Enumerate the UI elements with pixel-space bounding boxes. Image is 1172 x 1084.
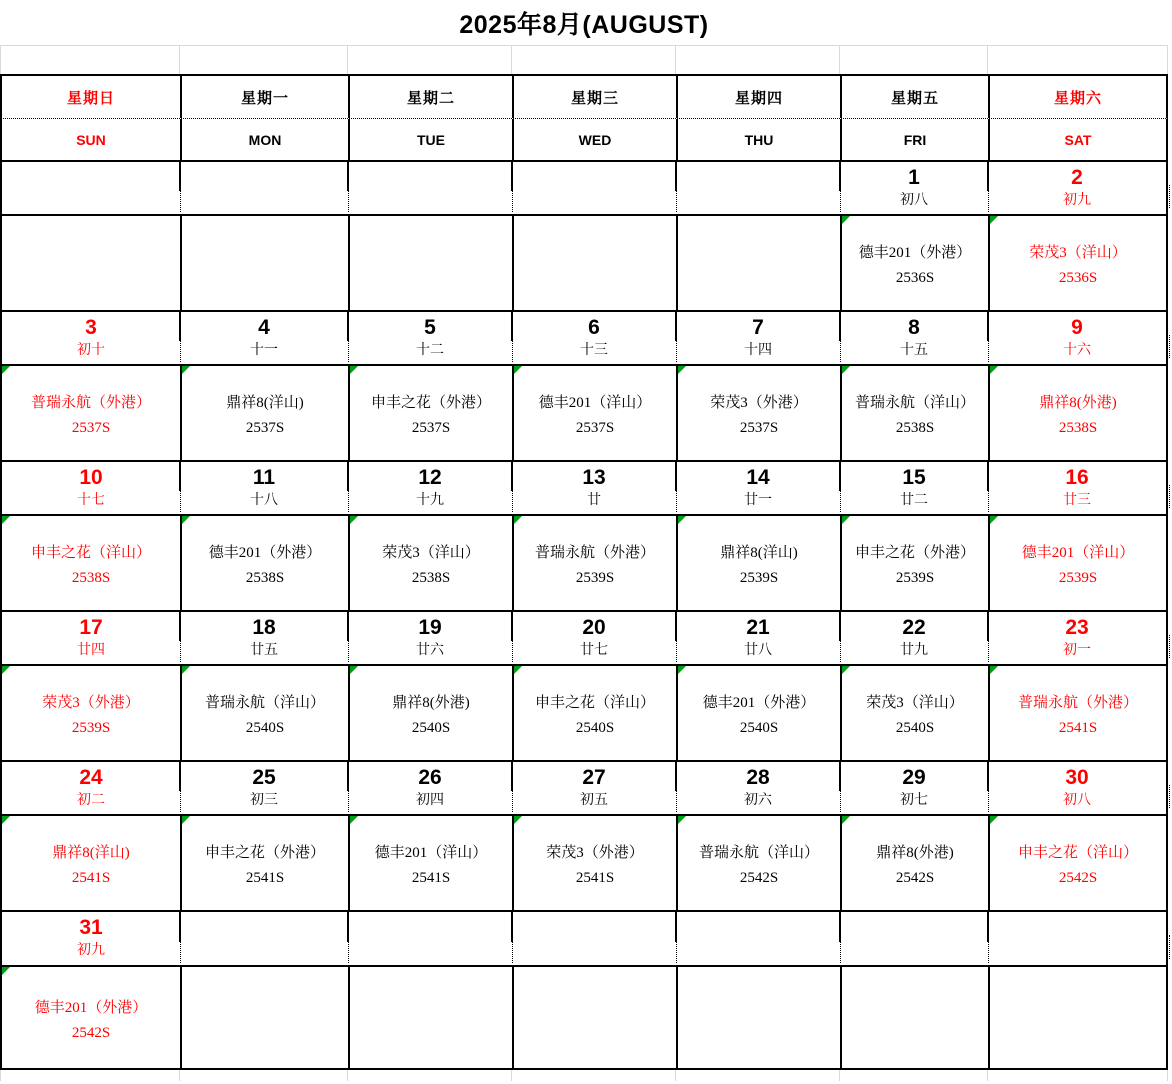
date-number: 6 xyxy=(588,316,600,339)
date-number: 3 xyxy=(85,316,97,339)
date-cell[interactable] xyxy=(348,762,512,814)
event-cell[interactable] xyxy=(180,816,348,910)
lunar-date: 初三 xyxy=(250,793,278,808)
lunar-date: 十六 xyxy=(1063,343,1091,358)
week-date-row xyxy=(0,462,1168,516)
vessel-name: 申丰之花（洋山） xyxy=(534,695,655,711)
spacer-cell xyxy=(676,46,840,74)
vessel-name: 德丰201（外港） xyxy=(208,545,322,561)
weekday-header-row-en xyxy=(0,119,1168,162)
week-date-row xyxy=(0,312,1168,366)
date-number: 28 xyxy=(746,766,770,789)
lunar-date: 初二 xyxy=(77,793,105,808)
date-cell[interactable] xyxy=(2,912,180,965)
event-cell[interactable] xyxy=(676,366,840,460)
event-cell[interactable] xyxy=(2,666,180,760)
lunar-date: 廿六 xyxy=(416,643,444,658)
lunar-date: 十二 xyxy=(416,343,444,358)
vessel-name: 鼎祥8(外港) xyxy=(392,695,470,711)
date-cell[interactable] xyxy=(840,312,988,364)
spacer-cell xyxy=(0,1070,180,1081)
week-event-row xyxy=(0,967,1168,1070)
date-cell[interactable] xyxy=(180,762,348,814)
date-number: 25 xyxy=(252,766,276,789)
partial-bottom-row xyxy=(0,1070,1168,1081)
spacer-cell xyxy=(180,46,348,74)
voyage-number: 2538S xyxy=(71,570,111,586)
voyage-number: 2536S xyxy=(895,270,935,286)
weekday-cn-cell[interactable]: 星期五 xyxy=(840,76,988,118)
event-cell[interactable] xyxy=(2,216,180,310)
voyage-number: 2539S xyxy=(71,720,111,736)
vessel-name: 德丰201（洋山） xyxy=(1021,545,1135,561)
event-cell[interactable] xyxy=(180,666,348,760)
spacer-cell xyxy=(512,1070,676,1081)
date-cell[interactable] xyxy=(180,462,348,514)
date-number: 1 xyxy=(908,166,920,189)
event-cell[interactable] xyxy=(988,366,1166,460)
date-number: 17 xyxy=(79,616,103,639)
date-number: 29 xyxy=(902,766,926,789)
voyage-number: 2541S xyxy=(71,870,111,886)
comment-indicator-icon xyxy=(842,366,850,374)
vessel-name: 申丰之花（外港） xyxy=(204,845,325,861)
date-cell[interactable] xyxy=(988,612,1166,664)
weekday-header-row-cn xyxy=(0,74,1168,119)
weekday-cn-cell[interactable]: 星期一 xyxy=(180,76,348,118)
vessel-name: 德丰201（外港） xyxy=(702,695,816,711)
date-number: 23 xyxy=(1065,616,1089,639)
event-cell[interactable] xyxy=(676,216,840,310)
date-cell[interactable] xyxy=(988,762,1166,814)
week-event-row xyxy=(0,516,1168,612)
lunar-date: 十九 xyxy=(416,493,444,508)
voyage-number: 2538S xyxy=(895,420,935,436)
lunar-date: 廿二 xyxy=(900,493,928,508)
vessel-name: 普瑞永航（外港） xyxy=(534,545,655,561)
spacer-cell xyxy=(180,1070,348,1081)
date-number: 22 xyxy=(902,616,926,639)
vessel-name: 德丰201（外港） xyxy=(34,999,148,1016)
event-cell[interactable] xyxy=(840,516,988,610)
date-cell[interactable] xyxy=(988,312,1166,364)
comment-indicator-icon xyxy=(990,216,998,224)
comment-indicator-icon xyxy=(2,816,10,824)
date-cell[interactable] xyxy=(348,612,512,664)
date-number: 26 xyxy=(418,766,442,789)
comment-indicator-icon xyxy=(350,816,358,824)
voyage-number: 2540S xyxy=(411,720,451,736)
event-cell[interactable] xyxy=(840,216,988,310)
event-cell[interactable] xyxy=(348,516,512,610)
voyage-number: 2539S xyxy=(739,570,779,586)
date-number: 21 xyxy=(746,616,770,639)
vessel-name: 荣茂3（外港） xyxy=(546,845,644,861)
event-cell[interactable] xyxy=(180,366,348,460)
weekday-cn-cell[interactable]: 星期四 xyxy=(676,76,840,118)
week-date-row xyxy=(0,612,1168,666)
vessel-name: 荣茂3（洋山） xyxy=(382,545,480,561)
week-event-row xyxy=(0,366,1168,462)
weekday-cn-cell[interactable]: 星期二 xyxy=(348,76,512,118)
date-number: 31 xyxy=(79,916,103,939)
event-cell[interactable] xyxy=(180,516,348,610)
comment-indicator-icon xyxy=(678,366,686,374)
lunar-date: 初九 xyxy=(1063,193,1091,208)
vessel-name: 申丰之花（洋山） xyxy=(1017,845,1138,861)
lunar-date: 初五 xyxy=(580,793,608,808)
date-number: 2 xyxy=(1071,166,1083,189)
vessel-name: 普瑞永航（外港） xyxy=(30,395,151,411)
comment-indicator-icon xyxy=(990,516,998,524)
comment-indicator-icon xyxy=(514,366,522,374)
voyage-number: 2539S xyxy=(575,570,615,586)
comment-indicator-icon xyxy=(350,666,358,674)
comment-indicator-icon xyxy=(182,516,190,524)
voyage-number: 2539S xyxy=(1058,570,1098,586)
event-cell[interactable] xyxy=(988,666,1166,760)
lunar-date: 廿九 xyxy=(900,643,928,658)
spacer-cell xyxy=(676,1070,840,1081)
date-cell[interactable] xyxy=(676,312,840,364)
date-number: 18 xyxy=(252,616,276,639)
weekday-en-cell[interactable]: TUE xyxy=(348,119,512,160)
date-cell[interactable] xyxy=(840,612,988,664)
date-cell[interactable] xyxy=(676,162,840,214)
event-cell[interactable] xyxy=(988,967,1166,1068)
event-cell[interactable] xyxy=(676,816,840,910)
weekday-en-cell[interactable]: SUN xyxy=(76,131,106,148)
vessel-name: 申丰之花（外港） xyxy=(854,545,975,561)
date-cell[interactable] xyxy=(988,912,1166,965)
event-cell[interactable] xyxy=(2,816,180,910)
date-number: 20 xyxy=(582,616,606,639)
vessel-name: 鼎祥8(洋山) xyxy=(226,395,304,411)
vessel-name: 鼎祥8(外港) xyxy=(1039,395,1117,411)
spacer-gridline-row xyxy=(0,45,1168,74)
event-cell[interactable] xyxy=(676,666,840,760)
comment-indicator-icon xyxy=(990,666,998,674)
lunar-date: 初七 xyxy=(900,793,928,808)
date-number: 4 xyxy=(258,316,270,339)
vessel-name: 鼎祥8(外港) xyxy=(876,845,954,861)
date-cell[interactable] xyxy=(348,462,512,514)
date-cell[interactable] xyxy=(988,162,1166,214)
date-cell[interactable] xyxy=(840,162,988,214)
vessel-name: 德丰201（外港） xyxy=(858,245,972,261)
date-cell[interactable] xyxy=(512,912,676,965)
voyage-number: 2538S xyxy=(245,570,285,586)
lunar-date: 十四 xyxy=(744,343,772,358)
date-cell[interactable] xyxy=(512,162,676,214)
voyage-number: 2541S xyxy=(1058,720,1098,736)
date-cell[interactable] xyxy=(180,162,348,214)
voyage-number: 2540S xyxy=(575,720,615,736)
comment-indicator-icon xyxy=(842,516,850,524)
lunar-date: 初九 xyxy=(77,943,105,958)
vessel-name: 申丰之花（洋山） xyxy=(30,545,151,561)
vessel-name: 德丰201（洋山） xyxy=(538,395,652,411)
weekday-cn-cell[interactable]: 星期日 xyxy=(66,89,115,107)
event-cell[interactable] xyxy=(2,366,180,460)
event-cell[interactable] xyxy=(676,967,840,1068)
comment-indicator-icon xyxy=(514,666,522,674)
date-cell[interactable] xyxy=(2,162,180,214)
date-cell[interactable] xyxy=(2,312,180,364)
vessel-name: 鼎祥8(洋山) xyxy=(720,545,798,561)
comment-indicator-icon xyxy=(990,816,998,824)
lunar-date: 廿八 xyxy=(744,643,772,658)
comment-indicator-icon xyxy=(350,366,358,374)
date-cell[interactable] xyxy=(840,912,988,965)
comment-indicator-icon xyxy=(350,516,358,524)
voyage-number: 2538S xyxy=(411,570,451,586)
event-cell[interactable] xyxy=(988,216,1166,310)
comment-indicator-icon xyxy=(842,816,850,824)
date-cell[interactable] xyxy=(348,312,512,364)
voyage-number: 2542S xyxy=(739,870,779,886)
event-cell[interactable] xyxy=(512,967,676,1068)
comment-indicator-icon xyxy=(678,516,686,524)
date-cell[interactable] xyxy=(512,762,676,814)
date-cell[interactable] xyxy=(512,612,676,664)
vessel-name: 荣茂3（洋山） xyxy=(1029,245,1127,261)
lunar-date: 初一 xyxy=(1063,643,1091,658)
vessel-name: 荣茂3（外港） xyxy=(42,695,140,711)
voyage-number: 2537S xyxy=(71,420,111,436)
vessel-name: 普瑞永航（洋山） xyxy=(854,395,975,411)
vessel-name: 鼎祥8(洋山) xyxy=(52,845,130,861)
comment-indicator-icon xyxy=(514,516,522,524)
voyage-number: 2542S xyxy=(895,870,935,886)
week-date-row xyxy=(0,912,1168,967)
date-cell[interactable] xyxy=(840,462,988,514)
date-number: 13 xyxy=(582,466,606,489)
calendar-grid xyxy=(0,74,1168,1070)
voyage-number: 2541S xyxy=(411,870,451,886)
voyage-number: 2537S xyxy=(411,420,451,436)
date-cell[interactable] xyxy=(348,912,512,965)
event-cell[interactable] xyxy=(988,816,1166,910)
event-cell[interactable] xyxy=(2,516,180,610)
event-cell[interactable] xyxy=(840,967,988,1068)
date-cell[interactable] xyxy=(180,312,348,364)
vessel-name: 德丰201（洋山） xyxy=(374,845,488,861)
weekday-en-cell[interactable]: SAT xyxy=(988,119,1166,160)
lunar-date: 廿五 xyxy=(250,643,278,658)
event-cell[interactable] xyxy=(840,366,988,460)
voyage-number: 2541S xyxy=(575,870,615,886)
date-cell[interactable] xyxy=(840,762,988,814)
event-cell[interactable] xyxy=(512,816,676,910)
voyage-number: 2541S xyxy=(245,870,285,886)
date-number: 24 xyxy=(79,766,103,789)
weekday-en-cell[interactable]: WED xyxy=(512,119,676,160)
spacer-cell xyxy=(988,1070,1168,1081)
comment-indicator-icon xyxy=(2,366,10,374)
comment-indicator-icon xyxy=(678,666,686,674)
weekday-en-cell[interactable]: THU xyxy=(676,119,840,160)
event-cell[interactable] xyxy=(348,816,512,910)
lunar-date: 廿七 xyxy=(580,643,608,658)
lunar-date: 初八 xyxy=(900,193,928,208)
comment-indicator-icon xyxy=(990,366,998,374)
weekday-cn-cell[interactable]: 星期三 xyxy=(512,76,676,118)
comment-indicator-icon xyxy=(842,666,850,674)
event-cell[interactable] xyxy=(348,366,512,460)
comment-indicator-icon xyxy=(2,967,10,975)
event-cell[interactable] xyxy=(988,516,1166,610)
date-cell[interactable] xyxy=(2,762,180,814)
date-number: 15 xyxy=(902,466,926,489)
date-cell[interactable] xyxy=(180,612,348,664)
lunar-date: 初十 xyxy=(77,343,105,358)
weekday-en-cell[interactable]: FRI xyxy=(840,119,988,160)
date-cell[interactable] xyxy=(348,162,512,214)
lunar-date: 十三 xyxy=(580,343,608,358)
lunar-date: 初四 xyxy=(416,793,444,808)
date-number: 5 xyxy=(424,316,436,339)
date-number: 16 xyxy=(1065,466,1089,489)
comment-indicator-icon xyxy=(182,666,190,674)
comment-indicator-icon xyxy=(514,816,522,824)
weekday-en-cell[interactable]: MON xyxy=(180,119,348,160)
lunar-date: 初六 xyxy=(744,793,772,808)
date-number: 12 xyxy=(418,466,442,489)
vessel-name: 荣茂3（外港） xyxy=(710,395,808,411)
lunar-date: 十七 xyxy=(77,493,105,508)
comment-indicator-icon xyxy=(182,366,190,374)
date-number: 8 xyxy=(908,316,920,339)
date-cell[interactable] xyxy=(676,462,840,514)
lunar-date: 廿 xyxy=(587,493,601,508)
date-cell[interactable] xyxy=(512,462,676,514)
voyage-number: 2540S xyxy=(245,720,285,736)
lunar-date: 十一 xyxy=(250,343,278,358)
vessel-name: 普瑞永航（外港） xyxy=(1017,695,1138,711)
lunar-date: 十八 xyxy=(250,493,278,508)
comment-indicator-icon xyxy=(2,666,10,674)
voyage-number: 2536S xyxy=(1058,270,1098,286)
event-cell[interactable] xyxy=(348,666,512,760)
week-date-row xyxy=(0,162,1168,216)
event-cell[interactable] xyxy=(348,967,512,1068)
date-cell[interactable] xyxy=(512,312,676,364)
event-cell[interactable] xyxy=(180,967,348,1068)
date-number: 10 xyxy=(79,466,103,489)
date-cell[interactable] xyxy=(676,762,840,814)
week-event-row xyxy=(0,666,1168,762)
date-number: 27 xyxy=(582,766,606,789)
date-number: 9 xyxy=(1071,316,1083,339)
vessel-name: 普瑞永航（洋山） xyxy=(204,695,325,711)
lunar-date: 十五 xyxy=(900,343,928,358)
week-event-row xyxy=(0,216,1168,312)
voyage-number: 2537S xyxy=(575,420,615,436)
event-cell[interactable] xyxy=(512,216,676,310)
voyage-number: 2537S xyxy=(245,420,285,436)
spacer-cell xyxy=(348,1070,512,1081)
event-cell[interactable] xyxy=(840,666,988,760)
voyage-number: 2542S xyxy=(71,1024,111,1041)
lunar-date: 廿三 xyxy=(1063,493,1091,508)
comment-indicator-icon xyxy=(2,516,10,524)
voyage-number: 2539S xyxy=(895,570,935,586)
event-cell[interactable] xyxy=(840,816,988,910)
date-cell[interactable] xyxy=(180,912,348,965)
weekday-cn-cell[interactable]: 星期六 xyxy=(988,76,1166,118)
spacer-cell xyxy=(840,46,988,74)
spacer-cell xyxy=(988,46,1168,74)
spacer-cell xyxy=(512,46,676,74)
event-cell[interactable] xyxy=(512,666,676,760)
spacer-cell xyxy=(348,46,512,74)
date-cell[interactable] xyxy=(988,462,1166,514)
voyage-number: 2540S xyxy=(895,720,935,736)
spacer-cell xyxy=(840,1070,988,1081)
date-cell[interactable] xyxy=(2,612,180,664)
comment-indicator-icon xyxy=(842,216,850,224)
lunar-date: 廿四 xyxy=(77,643,105,658)
event-cell[interactable] xyxy=(512,366,676,460)
vessel-name: 荣茂3（洋山） xyxy=(866,695,964,711)
voyage-number: 2537S xyxy=(739,420,779,436)
date-number: 19 xyxy=(418,616,442,639)
event-cell[interactable] xyxy=(348,216,512,310)
vessel-name: 普瑞永航（洋山） xyxy=(698,845,819,861)
vessel-name: 申丰之花（外港） xyxy=(370,395,491,411)
week-event-row xyxy=(0,816,1168,912)
voyage-number: 2538S xyxy=(1058,420,1098,436)
date-number: 14 xyxy=(746,466,770,489)
week-date-row xyxy=(0,762,1168,816)
date-number: 7 xyxy=(752,316,764,339)
event-cell[interactable] xyxy=(2,967,180,1068)
date-cell[interactable] xyxy=(676,612,840,664)
event-cell[interactable] xyxy=(512,516,676,610)
event-cell[interactable] xyxy=(180,216,348,310)
comment-indicator-icon xyxy=(182,816,190,824)
spacer-cell xyxy=(0,46,180,74)
comment-indicator-icon xyxy=(678,816,686,824)
date-number: 11 xyxy=(252,466,276,489)
page-title: 2025年8月(AUGUST) xyxy=(459,10,709,39)
lunar-date: 初八 xyxy=(1063,793,1091,808)
date-number: 30 xyxy=(1065,766,1089,789)
event-cell[interactable] xyxy=(676,516,840,610)
lunar-date: 廿一 xyxy=(744,493,772,508)
date-cell[interactable] xyxy=(2,462,180,514)
voyage-number: 2540S xyxy=(739,720,779,736)
date-cell[interactable] xyxy=(676,912,840,965)
voyage-number: 2542S xyxy=(1058,870,1098,886)
